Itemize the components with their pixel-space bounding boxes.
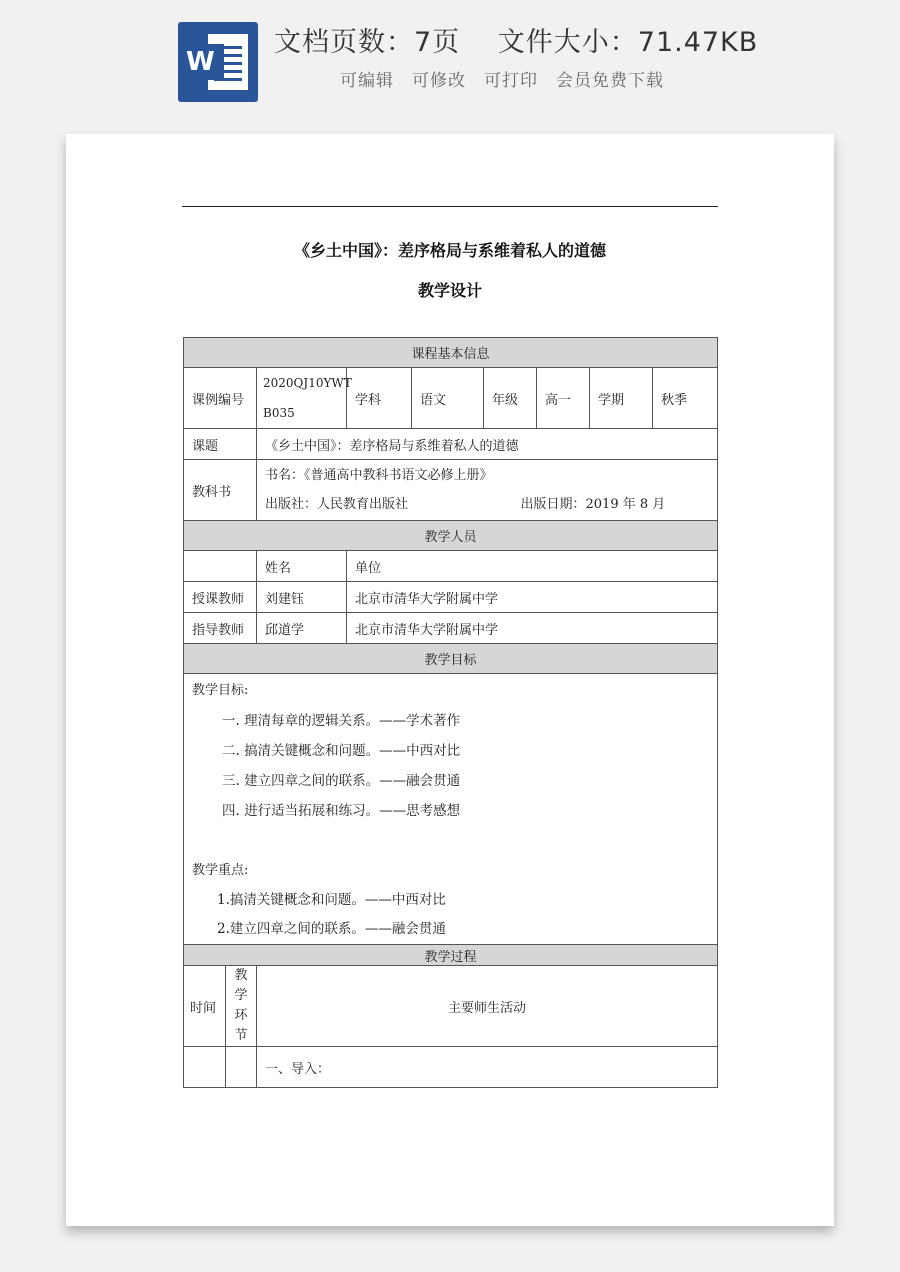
lesson-plan-table xyxy=(183,337,718,1088)
file-info-title: 文档页数：7页 文件大小：71.47KB xyxy=(274,27,759,58)
topic-label: 课题 xyxy=(184,429,257,460)
staff-name-column: 姓名 xyxy=(257,551,347,582)
key-point-item: 1.搞清关键概念和问题。——中西对比 xyxy=(217,892,446,908)
time-column-header: 时间 xyxy=(184,966,226,1047)
textbook-info xyxy=(257,460,718,521)
staff-name: 邱道学 xyxy=(257,613,347,644)
teaching-goals-header: 教学目标 xyxy=(184,644,718,674)
staff-unit: 北京市清华大学附属中学 xyxy=(347,613,718,644)
case-number-part-2: B035 xyxy=(263,406,295,420)
term-label: 学期 xyxy=(590,368,653,429)
download-banner xyxy=(0,0,900,120)
staff-role: 指导教师 xyxy=(184,613,257,644)
staff-role: 授课教师 xyxy=(184,582,257,613)
activity-cell: 一、导入： xyxy=(257,1047,718,1088)
staff-row xyxy=(184,613,718,644)
staff-unit-column: 单位 xyxy=(347,551,718,582)
subject-value: 语文 xyxy=(412,368,484,429)
grade-value: 高一 xyxy=(537,368,590,429)
goal-item: 四. 进行适当拓展和练习。——思考感想 xyxy=(222,803,461,819)
time-cell xyxy=(184,1047,226,1088)
header-rule xyxy=(182,206,718,207)
stage-cell xyxy=(226,1047,257,1088)
basic-info-header: 课程基本信息 xyxy=(184,338,718,368)
key-points-label: 教学重点: xyxy=(192,863,249,878)
staff-role-column xyxy=(184,551,257,582)
case-number-part-1: 2020QJ10YWT xyxy=(263,376,352,390)
teaching-goals-content xyxy=(184,674,718,945)
goal-item: 一. 理清每章的逻辑关系。——学术著作 xyxy=(222,713,461,729)
textbook-publish-row xyxy=(265,490,709,519)
textbook-name: 书名：《普通高中教科书语文必修上册》 xyxy=(265,468,493,483)
grade-label: 年级 xyxy=(484,368,537,429)
teaching-staff-header: 教学人员 xyxy=(184,521,718,551)
file-features-subtitle: 可编辑 可修改 可打印 会员免费下载 xyxy=(340,71,664,91)
subject-label: 学科 xyxy=(347,368,412,429)
textbook-label: 教科书 xyxy=(184,460,257,521)
document-page xyxy=(66,134,834,1226)
textbook-publisher: 出版社：人民教育出版社 xyxy=(265,497,409,512)
document-title: 《乡土中国》：差序格局与系维着私人的道德 xyxy=(293,241,606,260)
word-document-icon xyxy=(178,22,258,102)
staff-name: 刘建钰 xyxy=(257,582,347,613)
topic-value: 《乡土中国》：差序格局与系维着私人的道德 xyxy=(257,429,718,460)
document-subtitle: 教学设计 xyxy=(417,281,482,300)
textbook-publish-date: 出版日期：2019 年 8 月 xyxy=(520,497,666,512)
goals-label: 教学目标: xyxy=(192,683,249,698)
staff-unit: 北京市清华大学附属中学 xyxy=(347,582,718,613)
goal-item: 二. 搞清关键概念和问题。——中西对比 xyxy=(222,743,461,759)
key-point-item: 2.建立四章之间的联系。——融会贯通 xyxy=(217,921,446,937)
stage-column-header: 教 学 环 节 xyxy=(226,966,257,1047)
goal-item: 三. 建立四章之间的联系。——融会贯通 xyxy=(222,773,461,789)
term-value: 秋季 xyxy=(653,368,718,429)
case-number-label: 课例编号 xyxy=(184,368,257,429)
activity-column-header: 主要师生活动 xyxy=(257,966,718,1047)
case-number-value xyxy=(257,368,352,429)
teaching-process-header: 教学过程 xyxy=(184,945,718,966)
staff-row xyxy=(184,582,718,613)
word-letter-w: W xyxy=(186,44,224,80)
